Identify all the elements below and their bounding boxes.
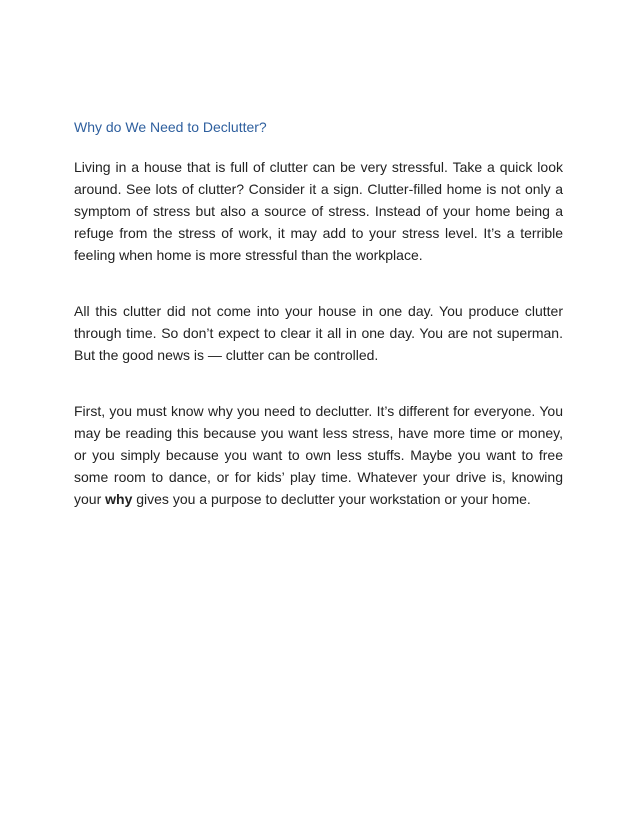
- paragraph-clutter-stress: Living in a house that is full of clutter can be very stressful. Take a quick look around. See lots of clutter? Consider it a sign. Clutter-filled home is not only a symptom of stress but also a source of stress. Instead of your home being a refuge from the stress of work, it may add to your stress level. It’s a terrible feeling when home is more stressful than the workplace.: [74, 159, 563, 263]
- paragraph-know-why-text-start: First, you must know why you need to declutter. It’s different for everyone. You may be reading this because you want less stress, have more time or money, or you simply because you want to own less stuffs. Maybe you want to free some room to dance, or for kids’ play time. Whatever your drive is, knowing your: [74, 403, 563, 507]
- section-heading: Why do We Need to Declutter?: [74, 119, 267, 135]
- paragraph-clutter-over-time: All this clutter did not come into your house in one day. You produce clutter through time. So don’t expect to clear it all in one day. You are not superman. But the good news is — clutter can be controlled.: [74, 303, 563, 363]
- emphasis-why: why: [105, 491, 133, 507]
- paragraph-know-why-text-end: gives you a purpose to declutter your workstation or your home.: [132, 491, 531, 507]
- paragraph-know-why: [74, 400, 563, 510]
- document-body: [74, 117, 563, 510]
